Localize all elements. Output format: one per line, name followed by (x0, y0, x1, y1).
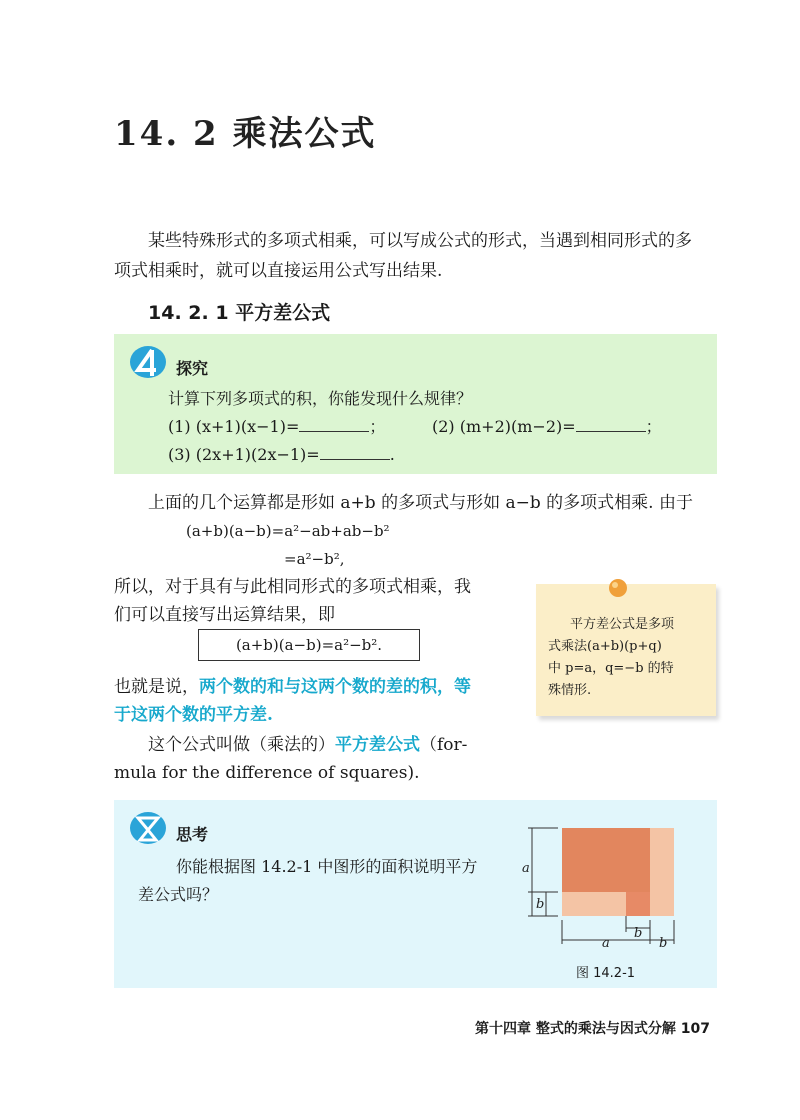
figure-label-b-inner: b (634, 926, 643, 941)
explore-label: 探究 (176, 359, 209, 378)
think-line-1: 你能根据图 14.2-1 中图形的面积说明平方 (176, 857, 478, 876)
figure-b-square (626, 892, 650, 916)
equation-2: =a²−b², (284, 550, 345, 568)
body-line-2: 所以，对于具有与此相同形式的多项式相乘，我 (114, 577, 471, 597)
figure-label-a-horizontal: a (602, 936, 610, 950)
answer-blank-1[interactable] (299, 417, 369, 432)
body-line-1: 上面的几个运算都是形如 a+b 的多项式与形如 a−b 的多项式相乘. 由于 (148, 493, 693, 513)
note-line-1: 平方差公式是多项 (570, 617, 675, 632)
explore-item-3-text: (3) (2x+1)(2x−1)= (168, 445, 320, 464)
pin-icon (606, 574, 630, 606)
explore-item-3 (168, 442, 395, 468)
think-label: 思考 (176, 825, 209, 844)
answer-blank-3[interactable] (320, 445, 390, 460)
page-footer: 第十四章 整式的乘法与因式分解 107 (475, 1021, 710, 1037)
body-line-3: 们可以直接写出运算结果，即 (114, 605, 335, 625)
name-suffix: （for- (420, 735, 468, 755)
figure-label-b-vertical: b (536, 897, 545, 912)
say-line-1 (114, 672, 471, 702)
name-highlight: 平方差公式 (335, 735, 420, 755)
subsection-title: 14. 2. 1 平方差公式 (148, 302, 331, 324)
answer-blank-2[interactable] (576, 417, 646, 432)
section-title: 14. 2 乘法公式 (114, 114, 377, 154)
explore-icon (128, 344, 170, 384)
figure-caption: 图 14.2-1 (576, 966, 636, 981)
boxed-formula: (a+b)(a−b)=a²−b². (198, 629, 420, 661)
note-line-2: 式乘法(a+b)(p+q) (548, 639, 662, 654)
name-prefix: 这个公式叫做（乘法的） (148, 735, 335, 755)
explore-item-1-text: (1) (x+1)(x−1)= (168, 417, 300, 436)
explore-item-2-text: (2) (m+2)(m−2)= (432, 417, 576, 436)
figure-label-a-vertical: a (522, 861, 530, 876)
explore-prompt: 计算下列多项式的积，你能发现什么规律？ (168, 389, 473, 408)
think-icon (128, 810, 170, 850)
say-prefix: 也就是说， (114, 677, 199, 697)
intro-line-1: 某些特殊形式的多项式相乘，可以写成公式的形式，当遇到相同形式的多 (148, 231, 692, 251)
think-line-2: 差公式吗？ (138, 885, 219, 904)
explore-item-2 (432, 414, 662, 440)
equation-1: (a+b)(a−b)=a²−ab+ab−b² (186, 522, 390, 540)
say-highlight-2: 于这两个数的平方差. (114, 705, 273, 725)
figure-a-minus-b-region (562, 828, 650, 892)
note-text (548, 614, 708, 702)
intro-line-2: 项式相乘时，就可以直接运用公式写出结果. (114, 261, 443, 281)
name-line-2: mula for the difference of squares). (114, 763, 420, 783)
note-line-3: 中 p=a，q=−b 的特 (548, 661, 674, 676)
note-line-4: 殊情形. (548, 683, 592, 698)
say-highlight-1: 两个数的和与这两个数的差的积，等 (199, 677, 471, 697)
explore-sep-2: ； (645, 417, 662, 436)
figure-label-b-outer: b (659, 936, 668, 950)
explore-item-1 (168, 414, 385, 440)
explore-end: . (389, 445, 395, 464)
figure-14-2-1 (518, 820, 688, 954)
name-line-1 (148, 730, 467, 760)
explore-sep-1: ； (369, 417, 386, 436)
